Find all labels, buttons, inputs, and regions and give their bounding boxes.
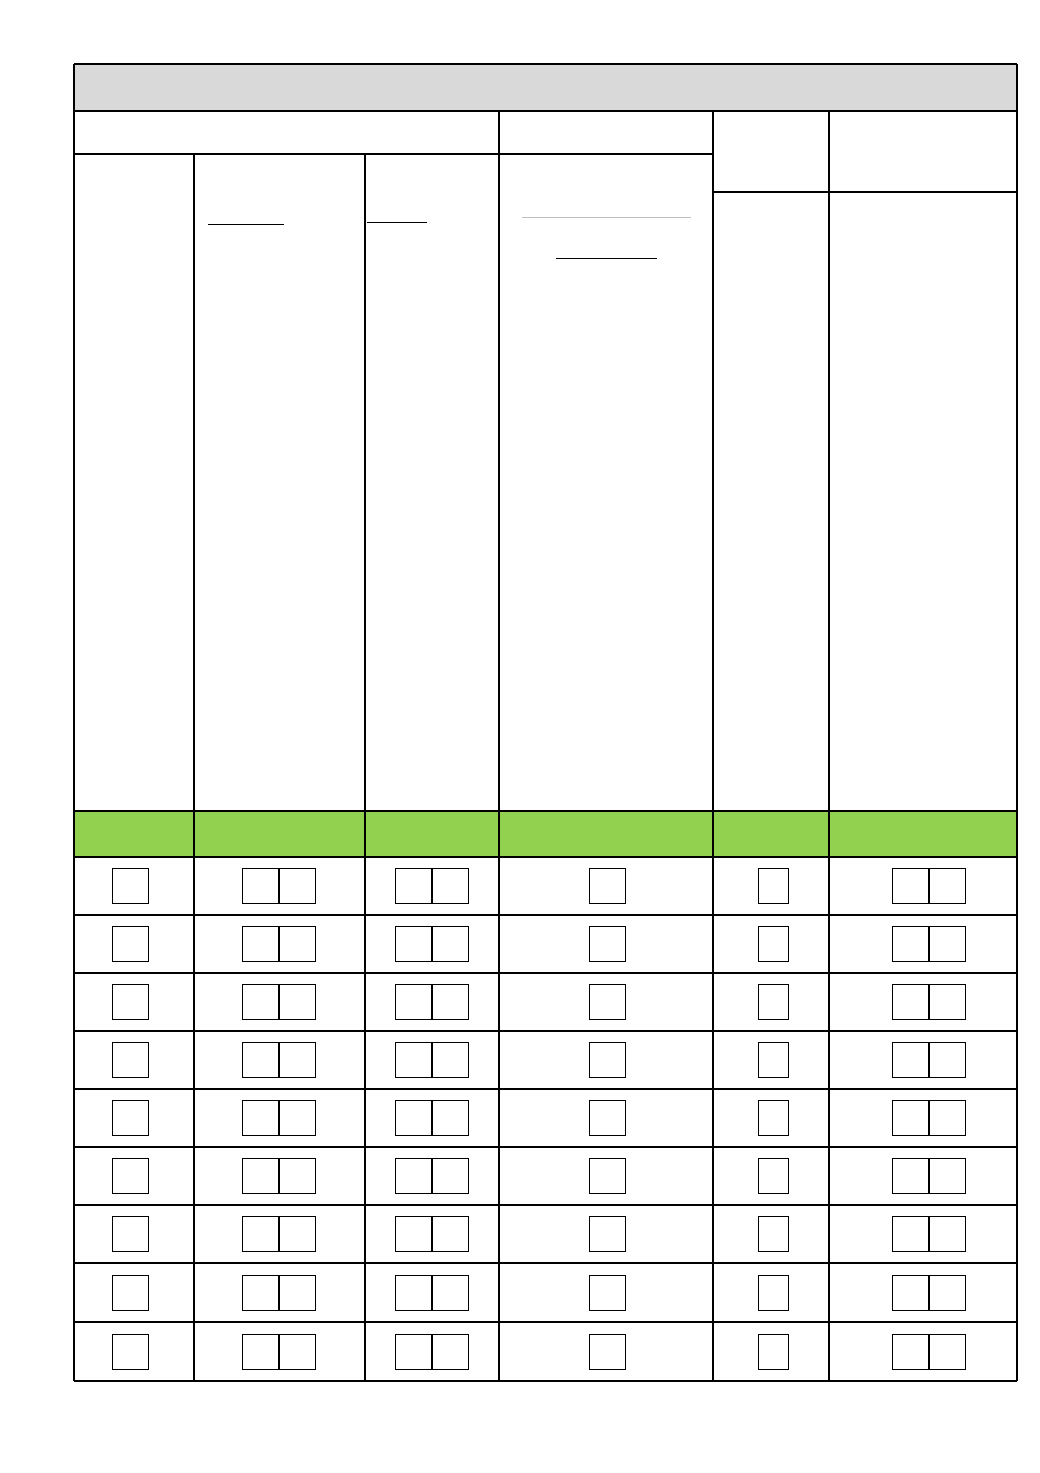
entry-box-double[interactable] xyxy=(242,868,316,904)
grid-rule-vertical xyxy=(1016,64,1018,1381)
entry-box-single[interactable] xyxy=(112,1100,149,1136)
box-divider xyxy=(278,1335,280,1369)
entry-box-double[interactable] xyxy=(242,926,316,962)
grid-rule-horizontal xyxy=(74,1380,1017,1382)
entry-box-single[interactable] xyxy=(758,1334,789,1370)
entry-box-single[interactable] xyxy=(758,926,789,962)
entry-box-single[interactable] xyxy=(758,1158,789,1194)
entry-box-double[interactable] xyxy=(892,868,966,904)
entry-box-double[interactable] xyxy=(395,926,469,962)
entry-box-double[interactable] xyxy=(395,1100,469,1136)
entry-box-double[interactable] xyxy=(395,868,469,904)
grid-rule-horizontal xyxy=(74,856,1017,858)
entry-box-single[interactable] xyxy=(589,1100,626,1136)
grid-rule-horizontal xyxy=(74,1321,1017,1323)
grid-rule-horizontal xyxy=(74,1088,1017,1090)
box-divider xyxy=(431,869,433,903)
entry-box-single[interactable] xyxy=(589,1334,626,1370)
entry-box-single[interactable] xyxy=(112,868,149,904)
grid-rule-horizontal xyxy=(74,1204,1017,1206)
box-divider xyxy=(928,1335,930,1369)
grid-rule-vertical xyxy=(364,154,366,1381)
entry-box-single[interactable] xyxy=(112,1042,149,1078)
entry-box-single[interactable] xyxy=(758,1216,789,1252)
box-divider xyxy=(431,1276,433,1310)
box-divider xyxy=(278,869,280,903)
entry-box-single[interactable] xyxy=(112,1216,149,1252)
entry-box-single[interactable] xyxy=(112,1334,149,1370)
entry-box-double[interactable] xyxy=(395,1275,469,1311)
entry-box-single[interactable] xyxy=(589,1042,626,1078)
box-divider xyxy=(431,927,433,961)
entry-box-double[interactable] xyxy=(395,1216,469,1252)
grid-rule-vertical xyxy=(828,111,830,1381)
box-divider xyxy=(278,1101,280,1135)
entry-box-double[interactable] xyxy=(892,1275,966,1311)
entry-box-single[interactable] xyxy=(589,1216,626,1252)
entry-box-single[interactable] xyxy=(758,1275,789,1311)
fill-in-rule xyxy=(367,222,427,223)
box-divider xyxy=(278,985,280,1019)
entry-box-single[interactable] xyxy=(758,1100,789,1136)
entry-box-double[interactable] xyxy=(242,1334,316,1370)
entry-box-single[interactable] xyxy=(758,984,789,1020)
grid-rule-horizontal xyxy=(713,191,1017,193)
entry-box-double[interactable] xyxy=(242,1216,316,1252)
box-divider xyxy=(431,1335,433,1369)
entry-box-double[interactable] xyxy=(395,1334,469,1370)
entry-box-single[interactable] xyxy=(758,1042,789,1078)
entry-box-double[interactable] xyxy=(892,1216,966,1252)
box-divider xyxy=(928,1276,930,1310)
box-divider xyxy=(928,1159,930,1193)
entry-box-double[interactable] xyxy=(892,1158,966,1194)
box-divider xyxy=(431,1101,433,1135)
entry-box-double[interactable] xyxy=(892,1334,966,1370)
entry-box-single[interactable] xyxy=(589,926,626,962)
grid-rule-horizontal xyxy=(74,914,1017,916)
box-divider xyxy=(928,985,930,1019)
grid-rule-vertical xyxy=(193,154,195,1381)
grid-rule-vertical xyxy=(498,111,500,1381)
entry-box-double[interactable] xyxy=(892,984,966,1020)
entry-box-double[interactable] xyxy=(242,984,316,1020)
box-divider xyxy=(431,985,433,1019)
box-divider xyxy=(278,1043,280,1077)
box-divider xyxy=(278,1217,280,1251)
entry-box-double[interactable] xyxy=(242,1100,316,1136)
box-divider xyxy=(431,1043,433,1077)
grid-rule-horizontal xyxy=(74,153,713,155)
box-divider xyxy=(928,1217,930,1251)
box-divider xyxy=(278,927,280,961)
grid-rule-horizontal xyxy=(74,1030,1017,1032)
fill-in-rule xyxy=(556,258,657,259)
grid-rule-vertical xyxy=(73,64,75,1381)
entry-box-double[interactable] xyxy=(242,1275,316,1311)
entry-box-single[interactable] xyxy=(589,868,626,904)
entry-box-double[interactable] xyxy=(395,1158,469,1194)
column-label-band xyxy=(74,811,1017,857)
entry-box-single[interactable] xyxy=(589,984,626,1020)
box-divider xyxy=(928,869,930,903)
entry-box-double[interactable] xyxy=(242,1042,316,1078)
grid-rule-horizontal xyxy=(74,972,1017,974)
grid-rule-horizontal xyxy=(74,1262,1017,1264)
entry-box-single[interactable] xyxy=(758,868,789,904)
entry-box-single[interactable] xyxy=(112,1275,149,1311)
grid-rule-vertical xyxy=(712,111,714,1381)
box-divider xyxy=(928,1043,930,1077)
entry-box-double[interactable] xyxy=(892,1042,966,1078)
grid-rule-horizontal xyxy=(74,810,1017,812)
grid-rule-horizontal xyxy=(74,63,1017,65)
entry-box-double[interactable] xyxy=(892,1100,966,1136)
grid-rule-horizontal xyxy=(74,1146,1017,1148)
box-divider xyxy=(431,1159,433,1193)
entry-box-single[interactable] xyxy=(589,1158,626,1194)
grid-rule-horizontal xyxy=(74,110,1017,112)
entry-box-double[interactable] xyxy=(395,984,469,1020)
entry-box-double[interactable] xyxy=(242,1158,316,1194)
box-divider xyxy=(278,1159,280,1193)
entry-box-double[interactable] xyxy=(892,926,966,962)
title-band xyxy=(74,64,1017,111)
fill-in-rule xyxy=(522,217,691,218)
box-divider xyxy=(928,1101,930,1135)
entry-box-single[interactable] xyxy=(112,984,149,1020)
entry-box-double[interactable] xyxy=(395,1042,469,1078)
box-divider xyxy=(278,1276,280,1310)
box-divider xyxy=(928,927,930,961)
entry-box-single[interactable] xyxy=(589,1275,626,1311)
fill-in-rule xyxy=(208,224,284,225)
box-divider xyxy=(431,1217,433,1251)
entry-box-single[interactable] xyxy=(112,926,149,962)
entry-box-single[interactable] xyxy=(112,1158,149,1194)
